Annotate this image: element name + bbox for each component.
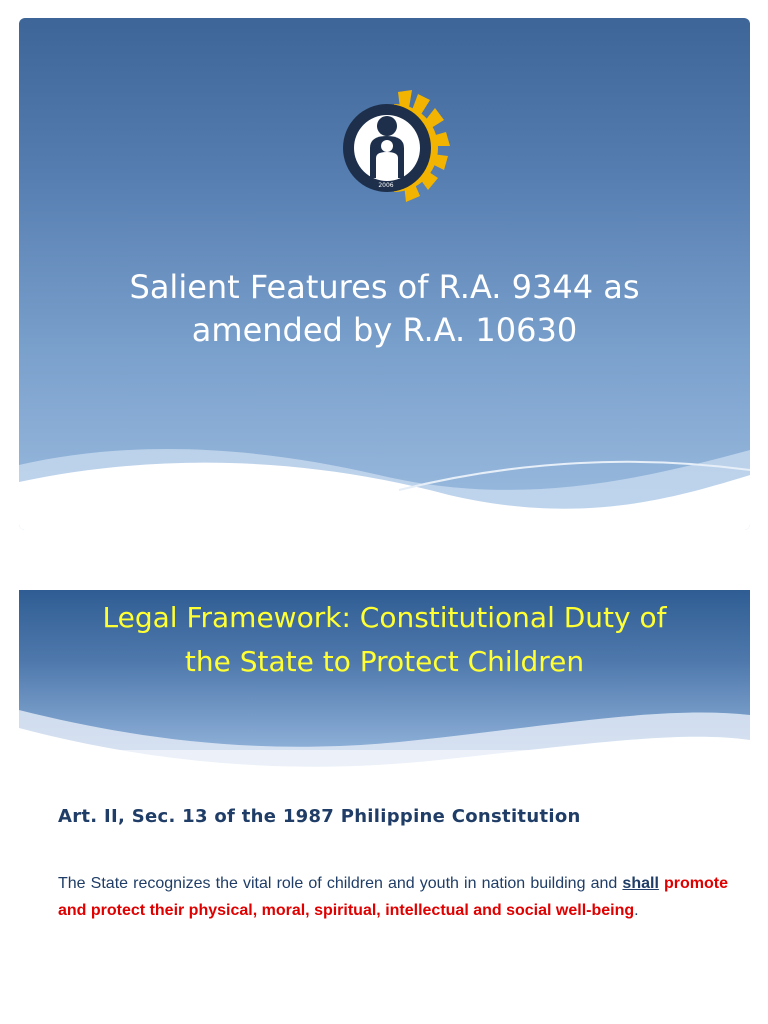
article-text bbox=[58, 870, 728, 924]
wave-decoration bbox=[19, 420, 750, 530]
title-line-1: Salient Features of R.A. 9344 as bbox=[129, 268, 640, 306]
article-heading: Art. II, Sec. 13 of the 1987 Philippine Constitution bbox=[58, 806, 581, 827]
wave-decoration bbox=[19, 670, 750, 790]
text-intro: The State recognizes the vital role of children and youth in nation building and bbox=[58, 875, 618, 892]
slide-title bbox=[39, 596, 730, 684]
slide-title-line-2: the State to Protect Children bbox=[184, 645, 585, 678]
title-line-2: amended by R.A. 10630 bbox=[191, 311, 578, 349]
title-slide bbox=[19, 18, 750, 530]
logo-year: 2006 bbox=[378, 182, 394, 189]
text-emphasis: promote and protect their physical, moral, spiritual, intellectual and social well-being bbox=[58, 875, 729, 919]
slide-title-line-1: Legal Framework: Constitutional Duty of bbox=[102, 601, 667, 634]
content-slide bbox=[19, 590, 750, 812]
text-end: . bbox=[634, 902, 639, 919]
title-slide-heading bbox=[19, 266, 750, 352]
jjwc-logo bbox=[332, 86, 454, 206]
text-shall: shall bbox=[622, 875, 659, 892]
